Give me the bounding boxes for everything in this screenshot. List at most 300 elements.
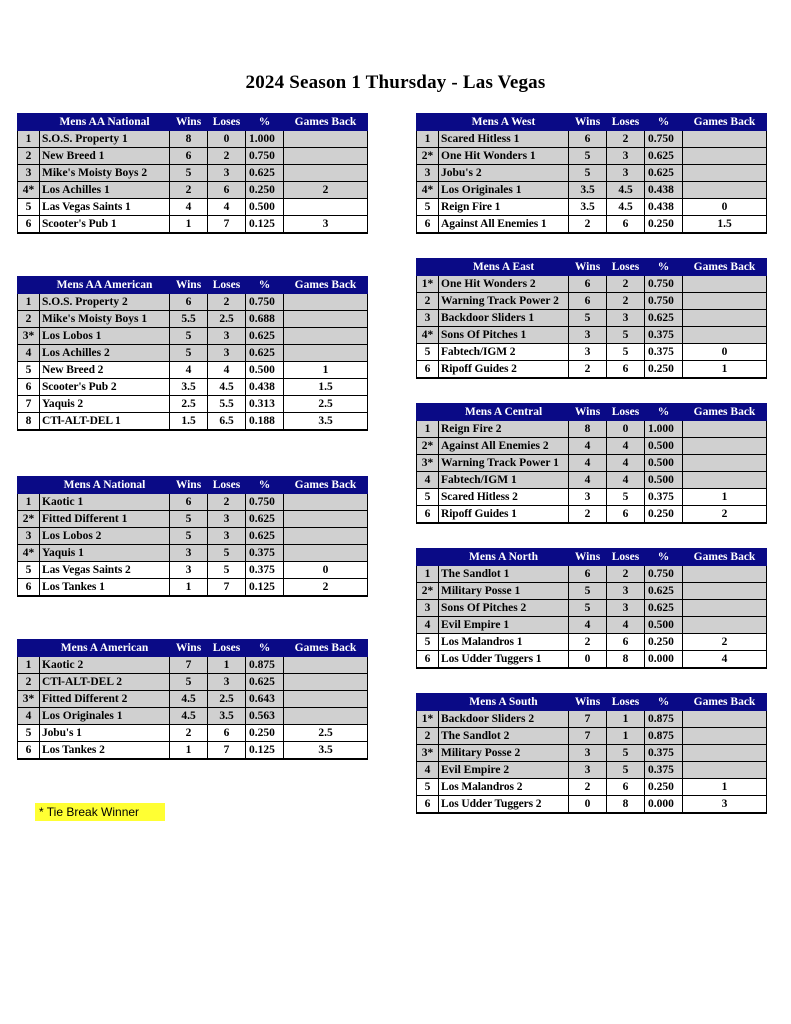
wins-cell: 6 <box>170 148 208 165</box>
rank-header <box>417 549 439 566</box>
table-row <box>18 725 368 742</box>
wins-cell: 5 <box>569 600 607 617</box>
wins-cell: 4 <box>569 455 607 472</box>
rank-cell: 6 <box>417 216 439 234</box>
wins-cell: 3 <box>569 762 607 779</box>
games-back-cell <box>284 311 368 328</box>
loses-cell: 2.5 <box>208 311 246 328</box>
games-back-cell <box>683 728 767 745</box>
rank-cell: 6 <box>18 379 40 396</box>
team-cell: The Sandlot 1 <box>439 566 569 583</box>
pct-header: % <box>246 277 284 294</box>
standings-table <box>17 639 368 760</box>
rank-cell: 2* <box>417 438 439 455</box>
team-cell: Mike's Moisty Boys 1 <box>40 311 170 328</box>
team-cell: Los Lobos 1 <box>40 328 170 345</box>
wins-header: Wins <box>170 477 208 494</box>
rank-cell: 3 <box>417 600 439 617</box>
team-cell: Los Achilles 2 <box>40 345 170 362</box>
team-cell: Las Vegas Saints 2 <box>40 562 170 579</box>
pct-cell: 0.500 <box>645 438 683 455</box>
rank-cell: 6 <box>18 742 40 760</box>
games-back-cell: 2 <box>683 634 767 651</box>
pct-cell: 0.250 <box>645 779 683 796</box>
team-cell: Los Udder Tuggers 2 <box>439 796 569 814</box>
table-row <box>417 165 767 182</box>
wins-cell: 5 <box>170 674 208 691</box>
loses-cell: 3 <box>208 511 246 528</box>
division-name: Mens A American <box>40 640 170 657</box>
pct-cell: 0.500 <box>645 455 683 472</box>
games-back-cell <box>284 294 368 311</box>
team-cell: Mike's Moisty Boys 2 <box>40 165 170 182</box>
rank-cell: 1 <box>18 294 40 311</box>
table-row <box>18 657 368 674</box>
rank-header <box>417 404 439 421</box>
table-row <box>417 779 767 796</box>
wins-cell: 6 <box>170 294 208 311</box>
loses-cell: 4 <box>607 617 645 634</box>
loses-cell: 2.5 <box>208 691 246 708</box>
pct-cell: 0.250 <box>645 506 683 524</box>
rank-cell: 4* <box>18 545 40 562</box>
rank-cell: 5 <box>18 725 40 742</box>
wins-cell: 8 <box>170 131 208 148</box>
rank-cell: 3 <box>417 310 439 327</box>
loses-cell: 6 <box>208 182 246 199</box>
team-cell: Jobu's 1 <box>40 725 170 742</box>
rank-cell: 1 <box>417 131 439 148</box>
loses-cell: 4 <box>607 455 645 472</box>
loses-cell: 8 <box>607 651 645 669</box>
pct-header: % <box>246 640 284 657</box>
wins-cell: 1 <box>170 579 208 597</box>
pct-cell: 0.125 <box>246 742 284 760</box>
team-cell: Los Lobos 2 <box>40 528 170 545</box>
header-row <box>417 404 767 421</box>
pct-header: % <box>645 114 683 131</box>
team-cell: New Breed 1 <box>40 148 170 165</box>
rank-cell: 3 <box>18 165 40 182</box>
games-back-cell <box>683 182 767 199</box>
standings-table <box>416 548 767 669</box>
loses-cell: 2 <box>607 276 645 293</box>
pct-cell: 0.188 <box>246 413 284 431</box>
table-row <box>417 199 767 216</box>
pct-cell: 0.250 <box>645 216 683 234</box>
loses-cell: 5 <box>208 545 246 562</box>
wins-header: Wins <box>569 549 607 566</box>
wins-cell: 5 <box>569 583 607 600</box>
pct-header: % <box>645 694 683 711</box>
rank-cell: 2* <box>417 148 439 165</box>
team-cell: Military Posse 1 <box>439 583 569 600</box>
games-back-cell <box>683 327 767 344</box>
table-row <box>18 379 368 396</box>
pct-cell: 0.750 <box>246 294 284 311</box>
table-row <box>18 528 368 545</box>
team-cell: Reign Fire 2 <box>439 421 569 438</box>
loses-header: Loses <box>607 404 645 421</box>
division-standings <box>416 258 766 379</box>
team-cell: Yaquis 1 <box>40 545 170 562</box>
team-cell: Los Originales 1 <box>439 182 569 199</box>
loses-cell: 1 <box>607 728 645 745</box>
pct-cell: 0.438 <box>246 379 284 396</box>
pct-cell: 0.500 <box>246 199 284 216</box>
games-back-cell <box>683 762 767 779</box>
games-back-cell: 1 <box>683 489 767 506</box>
loses-cell: 3 <box>208 674 246 691</box>
wins-cell: 7 <box>569 711 607 728</box>
wins-cell: 1.5 <box>170 413 208 431</box>
wins-cell: 5 <box>170 528 208 545</box>
games-back-header: Games Back <box>284 114 368 131</box>
team-cell: S.O.S. Property 1 <box>40 131 170 148</box>
loses-header: Loses <box>208 114 246 131</box>
rank-cell: 2 <box>417 293 439 310</box>
wins-cell: 6 <box>569 566 607 583</box>
rank-cell: 1 <box>417 421 439 438</box>
team-cell: New Breed 2 <box>40 362 170 379</box>
loses-cell: 3 <box>607 600 645 617</box>
table-row <box>417 472 767 489</box>
rank-cell: 2 <box>18 674 40 691</box>
wins-cell: 5 <box>170 345 208 362</box>
header-row <box>417 549 767 566</box>
division-standings <box>17 639 367 760</box>
wins-cell: 2.5 <box>170 396 208 413</box>
standings-table <box>17 476 368 597</box>
rank-cell: 2 <box>417 728 439 745</box>
team-cell: Evil Empire 2 <box>439 762 569 779</box>
team-cell: One Hit Wonders 2 <box>439 276 569 293</box>
pct-cell: 0.375 <box>246 545 284 562</box>
loses-cell: 6 <box>607 779 645 796</box>
table-row <box>18 674 368 691</box>
loses-cell: 5 <box>607 344 645 361</box>
team-cell: One Hit Wonders 1 <box>439 148 569 165</box>
pct-cell: 0.625 <box>246 345 284 362</box>
division-standings <box>416 548 766 669</box>
loses-cell: 3 <box>607 583 645 600</box>
pct-cell: 0.875 <box>246 657 284 674</box>
games-back-cell <box>284 511 368 528</box>
wins-cell: 4 <box>170 199 208 216</box>
pct-cell: 0.750 <box>645 293 683 310</box>
pct-cell: 0.250 <box>246 725 284 742</box>
loses-header: Loses <box>607 694 645 711</box>
table-row <box>417 506 767 524</box>
header-row <box>18 114 368 131</box>
loses-cell: 4.5 <box>208 379 246 396</box>
pct-header: % <box>246 114 284 131</box>
team-cell: Against All Enemies 2 <box>439 438 569 455</box>
table-row <box>18 216 368 234</box>
games-back-cell: 1 <box>284 362 368 379</box>
loses-header: Loses <box>607 549 645 566</box>
loses-cell: 2 <box>208 494 246 511</box>
wins-cell: 5 <box>170 328 208 345</box>
wins-cell: 1 <box>170 216 208 234</box>
rank-header <box>417 114 439 131</box>
wins-cell: 1 <box>170 742 208 760</box>
loses-cell: 3 <box>208 328 246 345</box>
team-cell: Los Udder Tuggers 1 <box>439 651 569 669</box>
rank-cell: 7 <box>18 396 40 413</box>
table-row <box>417 421 767 438</box>
page-title: 2024 Season 1 Thursday - Las Vegas <box>245 72 546 93</box>
loses-cell: 7 <box>208 579 246 597</box>
wins-header: Wins <box>170 277 208 294</box>
loses-cell: 4 <box>208 199 246 216</box>
rank-header <box>18 114 40 131</box>
rank-cell: 3 <box>18 528 40 545</box>
games-back-cell <box>284 148 368 165</box>
pct-cell: 0.875 <box>645 711 683 728</box>
pct-cell: 0.000 <box>645 796 683 814</box>
pct-cell: 0.375 <box>645 327 683 344</box>
table-row <box>18 413 368 431</box>
rank-cell: 5 <box>417 344 439 361</box>
games-back-cell <box>683 293 767 310</box>
wins-cell: 4 <box>569 617 607 634</box>
table-row <box>417 216 767 234</box>
rank-cell: 8 <box>18 413 40 431</box>
rank-cell: 4 <box>18 708 40 725</box>
games-back-cell: 3.5 <box>284 413 368 431</box>
pct-cell: 0.750 <box>645 131 683 148</box>
table-row <box>18 328 368 345</box>
team-cell: CTl-ALT-DEL 1 <box>40 413 170 431</box>
pct-cell: 0.438 <box>645 199 683 216</box>
rank-cell: 4 <box>417 617 439 634</box>
rank-cell: 6 <box>18 216 40 234</box>
rank-cell: 4 <box>417 472 439 489</box>
pct-header: % <box>645 549 683 566</box>
loses-cell: 0 <box>208 131 246 148</box>
table-row <box>417 566 767 583</box>
table-row <box>417 634 767 651</box>
team-cell: Military Posse 2 <box>439 745 569 762</box>
games-back-cell <box>683 617 767 634</box>
team-cell: Fabtech/IGM 2 <box>439 344 569 361</box>
loses-cell: 3 <box>208 165 246 182</box>
table-row <box>18 131 368 148</box>
pct-cell: 0.625 <box>645 165 683 182</box>
rank-cell: 3 <box>417 165 439 182</box>
loses-cell: 5 <box>607 745 645 762</box>
rank-cell: 6 <box>417 651 439 669</box>
wins-cell: 4 <box>569 472 607 489</box>
division-name: Mens A West <box>439 114 569 131</box>
division-standings <box>17 476 367 597</box>
games-back-header: Games Back <box>683 549 767 566</box>
wins-cell: 6 <box>569 131 607 148</box>
header-row <box>18 640 368 657</box>
pct-cell: 0.500 <box>246 362 284 379</box>
wins-cell: 2 <box>569 216 607 234</box>
wins-cell: 3.5 <box>569 199 607 216</box>
division-standings <box>17 113 367 234</box>
rank-cell: 4* <box>18 182 40 199</box>
games-back-header: Games Back <box>284 477 368 494</box>
loses-cell: 2 <box>607 293 645 310</box>
games-back-cell <box>683 583 767 600</box>
wins-header: Wins <box>569 404 607 421</box>
table-row <box>417 728 767 745</box>
pct-cell: 0.750 <box>246 148 284 165</box>
wins-header: Wins <box>170 640 208 657</box>
team-cell: S.O.S. Property 2 <box>40 294 170 311</box>
wins-cell: 8 <box>569 421 607 438</box>
division-name: Mens AA American <box>40 277 170 294</box>
header-row <box>18 277 368 294</box>
wins-header: Wins <box>569 114 607 131</box>
wins-cell: 4 <box>569 438 607 455</box>
games-back-cell <box>683 276 767 293</box>
loses-cell: 2 <box>607 131 645 148</box>
team-cell: CTl-ALT-DEL 2 <box>40 674 170 691</box>
loses-header: Loses <box>208 640 246 657</box>
rank-cell: 2 <box>18 311 40 328</box>
wins-cell: 3 <box>569 745 607 762</box>
pct-cell: 0.375 <box>645 489 683 506</box>
team-cell: Fabtech/IGM 1 <box>439 472 569 489</box>
pct-header: % <box>645 259 683 276</box>
table-row <box>417 438 767 455</box>
wins-cell: 2 <box>569 634 607 651</box>
division-standings <box>416 693 766 814</box>
rank-cell: 4 <box>18 345 40 362</box>
rank-header <box>18 477 40 494</box>
loses-cell: 3 <box>607 148 645 165</box>
table-row <box>417 276 767 293</box>
team-cell: The Sandlot 2 <box>439 728 569 745</box>
table-row <box>417 182 767 199</box>
team-cell: Fitted Different 1 <box>40 511 170 528</box>
rank-cell: 3* <box>18 328 40 345</box>
games-back-cell <box>284 494 368 511</box>
pct-header: % <box>645 404 683 421</box>
rank-cell: 3* <box>18 691 40 708</box>
standings-table <box>416 258 767 379</box>
games-back-cell <box>284 165 368 182</box>
pct-cell: 0.625 <box>246 674 284 691</box>
pct-cell: 0.750 <box>645 566 683 583</box>
loses-cell: 1 <box>607 711 645 728</box>
pct-cell: 0.688 <box>246 311 284 328</box>
header-row <box>417 114 767 131</box>
games-back-header: Games Back <box>683 259 767 276</box>
standings-table <box>416 693 767 814</box>
table-row <box>417 310 767 327</box>
loses-cell: 2 <box>208 294 246 311</box>
loses-cell: 5 <box>607 762 645 779</box>
rank-cell: 5 <box>18 362 40 379</box>
wins-cell: 2 <box>569 779 607 796</box>
rank-cell: 5 <box>18 199 40 216</box>
rank-cell: 2 <box>18 148 40 165</box>
loses-cell: 6.5 <box>208 413 246 431</box>
team-cell: Reign Fire 1 <box>439 199 569 216</box>
pct-cell: 0.500 <box>645 617 683 634</box>
pct-cell: 0.500 <box>645 472 683 489</box>
rank-header <box>417 694 439 711</box>
wins-cell: 2 <box>170 725 208 742</box>
pct-cell: 0.375 <box>645 762 683 779</box>
pct-cell: 0.750 <box>645 276 683 293</box>
table-row <box>18 362 368 379</box>
team-cell: Evil Empire 1 <box>439 617 569 634</box>
team-cell: Yaquis 2 <box>40 396 170 413</box>
wins-cell: 2 <box>569 361 607 379</box>
table-row <box>417 796 767 814</box>
games-back-cell: 2 <box>284 579 368 597</box>
games-back-cell: 0 <box>683 199 767 216</box>
games-back-cell <box>284 345 368 362</box>
pct-cell: 0.250 <box>645 361 683 379</box>
table-row <box>417 711 767 728</box>
loses-cell: 4 <box>208 362 246 379</box>
team-cell: Los Malandros 1 <box>439 634 569 651</box>
games-back-cell <box>284 657 368 674</box>
table-row <box>18 562 368 579</box>
rank-cell: 6 <box>417 361 439 379</box>
pct-cell: 0.625 <box>246 165 284 182</box>
pct-cell: 0.125 <box>246 579 284 597</box>
wins-cell: 5 <box>170 511 208 528</box>
loses-cell: 6 <box>607 216 645 234</box>
team-cell: Los Tankes 2 <box>40 742 170 760</box>
rank-header <box>18 277 40 294</box>
table-row <box>18 345 368 362</box>
team-cell: Scared Hitless 2 <box>439 489 569 506</box>
team-cell: Ripoff Guides 1 <box>439 506 569 524</box>
wins-cell: 3 <box>569 327 607 344</box>
pct-cell: 0.313 <box>246 396 284 413</box>
rank-cell: 4 <box>417 762 439 779</box>
team-cell: Sons Of Pitches 1 <box>439 327 569 344</box>
loses-cell: 6 <box>607 634 645 651</box>
rank-cell: 1* <box>417 276 439 293</box>
loses-cell: 1 <box>208 657 246 674</box>
loses-cell: 4 <box>607 438 645 455</box>
wins-cell: 3.5 <box>569 182 607 199</box>
table-row <box>417 148 767 165</box>
games-back-cell <box>683 421 767 438</box>
rank-cell: 2* <box>18 511 40 528</box>
wins-cell: 4.5 <box>170 691 208 708</box>
pct-cell: 0.250 <box>645 634 683 651</box>
loses-cell: 2 <box>607 566 645 583</box>
pct-cell: 0.250 <box>246 182 284 199</box>
division-standings <box>416 113 766 234</box>
header-row <box>417 259 767 276</box>
wins-header: Wins <box>170 114 208 131</box>
header-row <box>18 477 368 494</box>
table-row <box>417 583 767 600</box>
wins-cell: 0 <box>569 796 607 814</box>
loses-cell: 0 <box>607 421 645 438</box>
wins-cell: 5.5 <box>170 311 208 328</box>
loses-cell: 3.5 <box>208 708 246 725</box>
table-row <box>417 489 767 506</box>
wins-cell: 3 <box>170 562 208 579</box>
games-back-cell <box>284 131 368 148</box>
table-row <box>417 617 767 634</box>
rank-header <box>18 640 40 657</box>
